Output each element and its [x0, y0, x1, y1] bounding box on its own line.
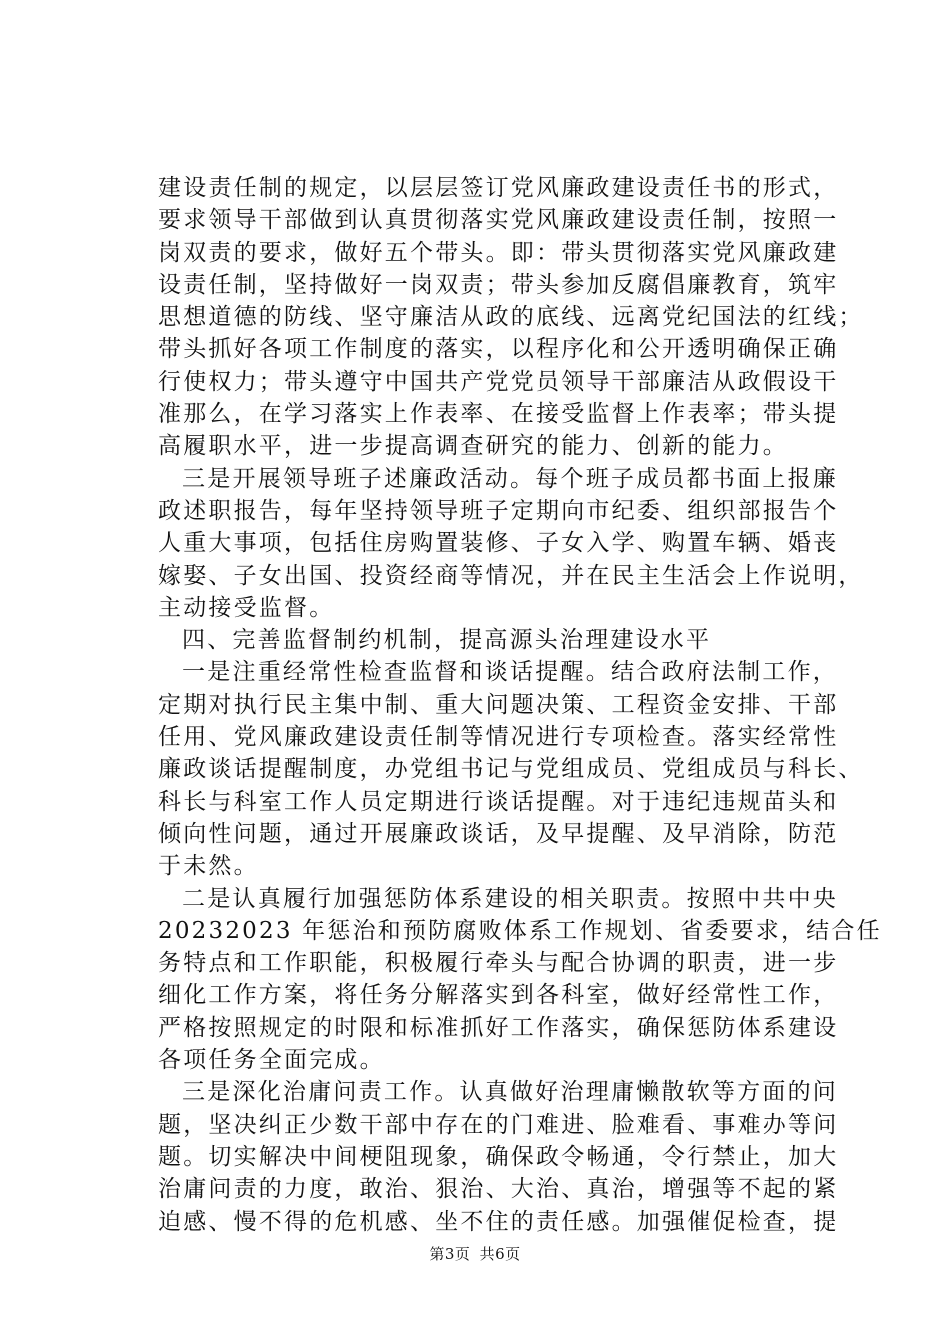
text-line: 主动接受监督。: [158, 594, 335, 621]
text-line: 人重大事项，包括住房购置装修、子女入学、购置车辆、婚丧: [158, 530, 839, 557]
text-line: 设责任制，坚持做好一岗双责；带头参加反腐倡廉教育，筑牢: [158, 271, 839, 298]
text-line: 要求领导干部做到认真贯彻落实党风廉政建设责任制，按照一: [158, 207, 839, 234]
text-line: 三是深化治庸问责工作。认真做好治理庸懒散软等方面的问: [182, 1079, 838, 1106]
text-line: 廉政谈话提醒制度，办党组书记与党组成员、党组成员与科长、: [158, 756, 864, 783]
text-line: 任用、党风廉政建设责任制等情况进行专项检查。落实经常性: [158, 724, 839, 751]
text-line: 定期对执行民主集中制、重大问题决策、工程资金安排、干部: [158, 691, 839, 718]
text-line: 迫感、慢不得的危机感、坐不住的责任感。加强催促检查，提: [158, 1208, 839, 1235]
page-total: 共6页: [479, 1245, 521, 1263]
text-line: 倾向性问题，通过开展廉政谈话，及早提醒、及早消除，防范: [158, 820, 839, 847]
text-line: 高履职水平，进一步提高调查研究的能力、创新的能力。: [158, 433, 788, 460]
text-line: 思想道德的防线、坚守廉洁从政的底线、远离党纪国法的红线；: [158, 304, 864, 331]
text-line: 题，坚决纠正少数干部中存在的门难进、脸难看、事难办等问: [158, 1111, 839, 1138]
paragraph: [158, 463, 864, 624]
text-line: 科长与科室工作人员定期进行谈话提醒。对于违纪违规苗头和: [158, 788, 839, 815]
text-line: 嫁娶、子女出国、投资经商等情况，并在民主生活会上作说明，: [158, 562, 864, 589]
text-line: 政述职报告，每年坚持领导班子定期向市纪委、组织部报告个: [158, 497, 839, 524]
text-line: 带头抓好各项工作制度的落实，以程序化和公开透明确保正确: [158, 336, 839, 363]
paragraph: [158, 172, 864, 463]
page-footer: [0, 1243, 950, 1264]
text-line: 细化工作方案，将任务分解落实到各科室，做好经常性工作，: [158, 982, 839, 1009]
text-line: 各项任务全面完成。: [158, 1047, 385, 1074]
text-line: 准那么，在学习落实上作表率、在接受监督上作表率；带头提: [158, 401, 839, 428]
text-line: 四、完善监督制约机制，提高源头治理建设水平: [182, 627, 712, 654]
text-line: 题。切实解决中间梗阻现象，确保政令畅通，令行禁止，加大: [158, 1143, 839, 1170]
text-line: 治庸问责的力度，敢治、狠治、大治、真治，增强等不起的紧: [158, 1176, 839, 1203]
page-number: 第3页: [429, 1245, 471, 1263]
paragraph: [158, 624, 838, 656]
text-line: 20232023 年惩治和预防腐败体系工作规划、省委要求，结合任: [158, 917, 882, 944]
text-line: 建设责任制的规定，以层层签订党风廉政建设责任书的形式，: [158, 175, 839, 201]
text-line: 岗双责的要求，做好五个带头。即：带头贯彻落实党风廉政建: [158, 239, 839, 266]
text-line: 于未然。: [158, 853, 259, 880]
text-line: 二是认真履行加强惩防体系建设的相关职责。按照中共中央: [182, 885, 838, 912]
paragraph: [158, 656, 864, 882]
text-line: 严格按照规定的时限和标准抓好工作落实，确保惩防体系建设: [158, 1014, 839, 1041]
text-line: 三是开展领导班子述廉政活动。每个班子成员都书面上报廉: [182, 465, 838, 492]
text-line: 务特点和工作职能，积极履行牵头与配合协调的职责，进一步: [158, 950, 839, 977]
text-line: 行使权力；带头遵守中国共产党党员领导干部廉洁从政假设干: [158, 368, 839, 395]
paragraph: [158, 883, 882, 1077]
document-body: [158, 172, 882, 1238]
text-line: 一是注重经常性检查监督和谈话提醒。结合政府法制工作，: [182, 659, 838, 686]
paragraph: [158, 1076, 838, 1237]
